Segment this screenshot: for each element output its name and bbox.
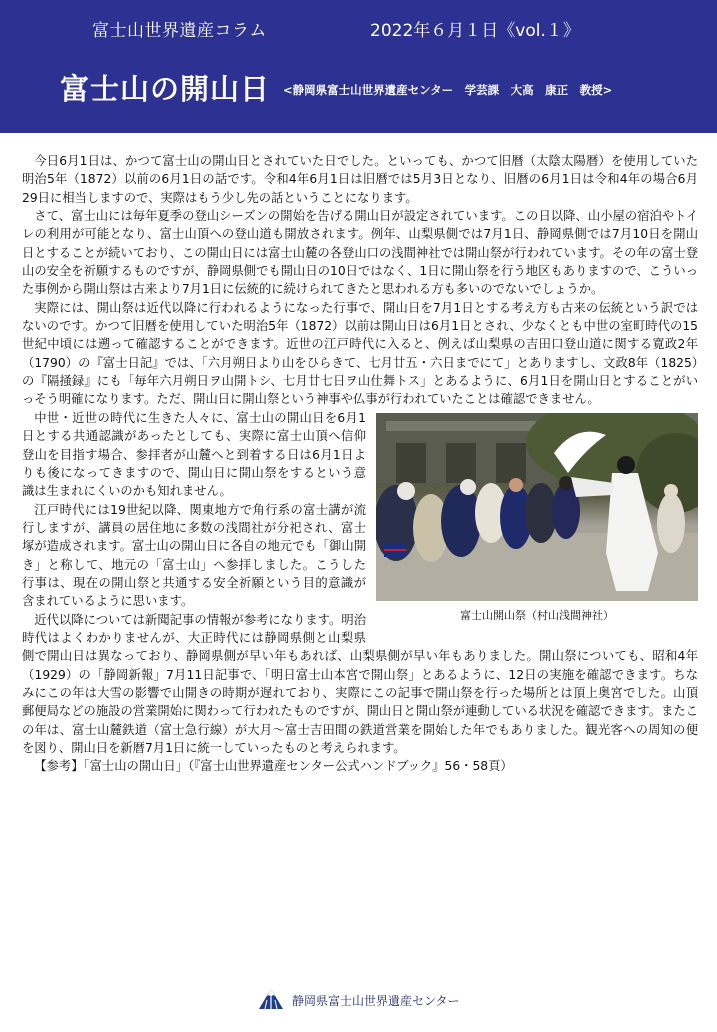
paragraph-2: さて、富士山には毎年夏季の登山シーズンの開始を告げる開山日が設定されています。この日以降、山小屋の宿泊やトイレの利用が可能となり、富士山頂への登山道も開放されます。例年、山梨県側では7月1日、静岡県側では7月10日を開山日とすることが続いており、この開山日には富士山麓の各登山口の浅間神社では開山祭が行われています。その年の富士登山の安全を祈願するものですが、静岡県側でも開山日の10日ではなく、1日に開山祭を行う地区もありますので、こういった事例から開山祭は古来より7月1日に伝統的に続けられてきたと思われる方も多いのでないでしょうか。	[22, 209, 698, 297]
author-credit: <静岡県富士山世界遺産センター 学芸課 大高 康正 教授>	[283, 83, 613, 97]
header-banner	[0, 0, 717, 133]
column-series-title: 富士山世界遺産コラム	[92, 21, 267, 41]
page-title: 富士山の開山日	[60, 72, 271, 106]
article-body	[22, 152, 698, 776]
mount-fuji-logo-icon	[258, 988, 284, 1010]
issue-date: 2022年６月１日《vol.１》	[370, 21, 580, 41]
ceremony-photo	[376, 413, 698, 601]
organization-name: 静岡県富士山世界遺産センター	[292, 994, 460, 1008]
paragraph-1: 今日6月1日は、かつて富士山の開山日とされていた日でした。といっても、かつて旧暦（太陰太陽暦）を使用していた明治5年（1872）以前の6月1日の話です。令和4年6月1日は旧暦では5月3日となり、旧暦の6月1日は令和4年の場合6月29日に相当しますので、実際はもう少し先の話ということになります。	[22, 154, 698, 205]
photo-figure	[376, 413, 698, 629]
paragraph-3: 実際には、開山祭は近代以降に行われるようになった行事で、開山日を7月1日とする考え方も古来の伝統という訳ではないのです。かつて旧暦を使用していた明治5年（1872）以前は開山日は6月1日とされ、少なくとも中世の室町時代の15世紀中頃には遡って確認することができます。近世の江戸時代に入ると、例えば山梨県の吉田口登山道に関する寛政2年（1790）の『富士日記』では、「六月朔日より山をひらきて、七月廿五・六日までにて」とありますし、文政8年（1825）の『隔掻録』にも「毎年六月朔日ヲ山開トシ、七月廿七日ヲ山仕舞トス」とあるように、6月1日を開山日とすることがいっそう明確になります。ただ、開山日に開山祭という神事や仏事が行われていたことは確認できません。	[22, 300, 698, 407]
footer	[0, 985, 717, 1015]
paragraph-5: 江戸時代には19世紀以降、関東地方で角行系の富士講が流行しますが、講員の居住地に多数の浅間社が分祀され、富士塚が造成されます。富士山の開山日に各自の地元でも「御山開き」と称して、地元の「富士山」へ参拝しました。こうした行事は、現在の開山祭と共通する安全祈願という目的意識が含まれているように思います。	[22, 502, 366, 609]
paragraph-6: 近代以降については新聞記事の情報が参考になります。明治時代はよくわかりませんが、大正時代には静岡県側と山梨県側で開山日は異なっており、静岡県側が早い年もあれば、山梨県側が早い年もありました。開山祭についても、昭和4年（1929）の「静岡新報」7月11日記事で、「明日富士山本宮で開山祭」とあるように、12日の実施を確認できます。ちなみにこの年は大雪の影響で山開きの時期が遅れており、実際にこの記事で開山祭を行った場所とは頂上奥宮でした。山頂郵便局などの施設の営業開始に関わって行われたものですが、開山日と開山祭が連動している状況を確認できます。またこの年は、富士山麓鉄道（富士急行線）が大月～富士吉田間の鉄道営業を開始した年でもありました。観光客への周知の便を図り、開山日を新暦7月1日に統一していったものと考えられます。	[22, 612, 698, 755]
reference-note: 【参考】「富士山の開山日」（『富士山世界遺産センター公式ハンドブック』56・58頁）	[34, 759, 513, 774]
photo-caption: 富士山開山祭（村山浅間神社）	[460, 608, 614, 622]
paragraph-4: 中世・近世の時代に生きた人々に、富士山の開山日を6月1日とする共通認識があったとしても、実際に富士山頂へ信仰登山を目指す場合、参拝者が山麓へと到着する日は6月1日よりも後になってきますので、開山日に開山祭をするという意識は生まれにくいのかも知れません。	[22, 410, 366, 499]
